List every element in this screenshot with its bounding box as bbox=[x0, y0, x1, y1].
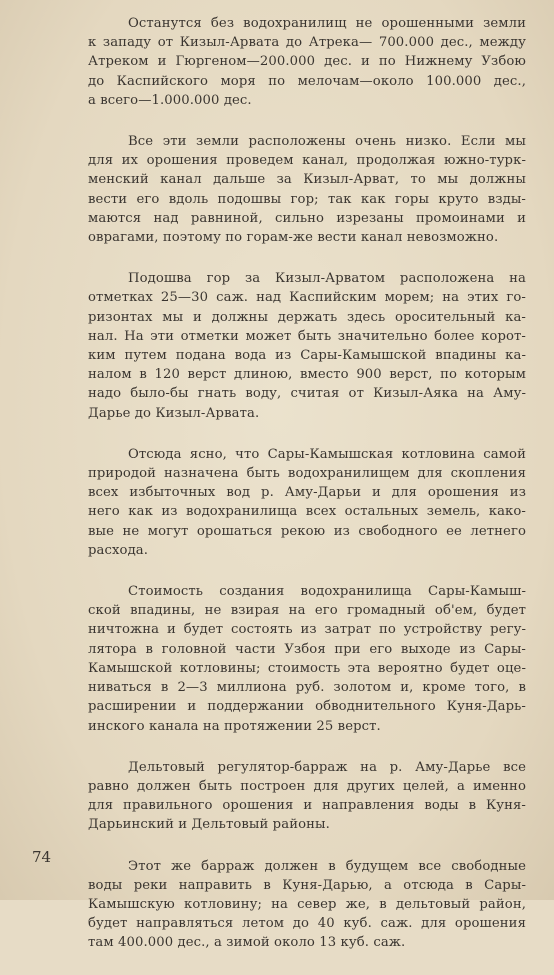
text-line: нал. На эти отметки может быть значительно более корот- bbox=[88, 328, 526, 344]
paragraph bbox=[88, 758, 526, 835]
text-line: Камышскую котловину; на север же, в дельтовый район, bbox=[88, 896, 526, 912]
text-line: Камышской котловины; стоимость эта вероятно будет оце- bbox=[88, 660, 526, 676]
paragraph bbox=[88, 857, 526, 953]
text-line: всех избыточных вод р. Аму-Дарьи и для орошения из bbox=[88, 485, 526, 501]
text-line: Этот же барраж должен в будущем все свободные bbox=[128, 858, 526, 874]
text-column bbox=[88, 14, 526, 975]
text-line: Дарьинский и Дельтовый районы. bbox=[88, 817, 330, 833]
text-line: отметках 25—30 саж. над Каспийским морем; на этих го- bbox=[88, 290, 526, 306]
text-line: Стоимость создания водохранилища Сары-Камыш- bbox=[128, 584, 526, 600]
text-line: для их орошения проведем канал, продолжая южно-турк- bbox=[88, 153, 526, 169]
paragraph bbox=[88, 269, 526, 423]
text-line: Атреком и Гюргеном—200.000 дес. и по Нижнему Узбою bbox=[88, 54, 526, 70]
text-line: природой назначена быть водохранилищем для скопления bbox=[88, 466, 526, 482]
text-line: него как из водохранилища всех остальных земель, како- bbox=[88, 504, 526, 520]
text-line: Отсюда ясно, что Сары-Камышская котловина самой bbox=[128, 446, 526, 462]
text-line: вые не могут орошаться рекою из свободного ее летнего bbox=[88, 523, 526, 539]
page-number: 74 bbox=[32, 848, 52, 866]
text-line: лятора в головной части Узбоя при его выходе из Сары- bbox=[88, 641, 526, 657]
text-line: оврагами, поэтому по горам-же вести канал невозможно. bbox=[88, 230, 499, 246]
text-line: вести его вдоль подошвы гор; так как горы круто взды- bbox=[88, 191, 526, 207]
text-line: надо было-бы гнать воду, считая от Кизыл-Аяка на Аму- bbox=[88, 386, 526, 402]
text-line: воды реки направить в Куня-Дарью, а отсюда в Сары- bbox=[88, 877, 526, 893]
text-line: там 400.000 дес., а зимой около 13 куб. саж. bbox=[88, 935, 406, 951]
text-line: Останутся без водохранилищ не орошенными земли bbox=[128, 16, 526, 31]
text-line: а всего—1.000.000 дес. bbox=[88, 92, 252, 108]
text-line: Подошва гор за Кизыл-Арватом расположена на bbox=[128, 271, 526, 287]
text-line: будет направляться летом до 40 куб. саж. для орошения bbox=[88, 916, 526, 932]
text-line: к западу от Кизыл-Арвата до Атрека— 700.000 дес., между bbox=[88, 35, 526, 51]
text-line: расширении и поддержании обводнительного Куня-Дарь- bbox=[88, 699, 526, 715]
text-line: маются над равниной, сильно изрезаны промоинами и bbox=[88, 210, 526, 226]
text-line: для правильного орошения и направления воды в Куня- bbox=[88, 798, 526, 814]
paragraph bbox=[88, 14, 526, 110]
paragraph bbox=[88, 582, 526, 736]
text-line: ничтожна и будет состоять из затрат по устройству регу- bbox=[88, 622, 526, 638]
text-line: менский канал дальше за Кизыл-Арват, то мы должны bbox=[88, 172, 526, 188]
text-line: равно должен быть построен для других целей, а именно bbox=[88, 778, 526, 794]
text-line: до Каспийского моря по мелочам—около 100.000 дес., bbox=[88, 73, 526, 89]
text-line: ризонтах мы и должны держать здесь оросительный ка- bbox=[88, 309, 526, 325]
text-line: Дельтовый регулятор-барраж на р. Аму-Дарье все bbox=[128, 759, 526, 775]
text-line: Дарье до Кизыл-Арвата. bbox=[88, 405, 260, 421]
text-line: расхода. bbox=[88, 542, 149, 558]
text-line: ской впадины, не взирая на его громадный об'ем, будет bbox=[88, 603, 526, 619]
paragraph bbox=[88, 445, 526, 560]
text-line: ким путем подана вода из Сары-Камышской впадины ка- bbox=[88, 348, 526, 364]
paragraph bbox=[88, 132, 526, 247]
text-line: налом в 120 верст длиною, вместо 900 верст, по которым bbox=[88, 367, 526, 383]
text-line: ниваться в 2—3 миллиона руб. золотом и, кроме того, в bbox=[88, 680, 526, 696]
text-line: инского канала на протяжении 25 верст. bbox=[88, 718, 381, 734]
text-line: Все эти земли расположены очень низко. Если мы bbox=[128, 134, 526, 150]
